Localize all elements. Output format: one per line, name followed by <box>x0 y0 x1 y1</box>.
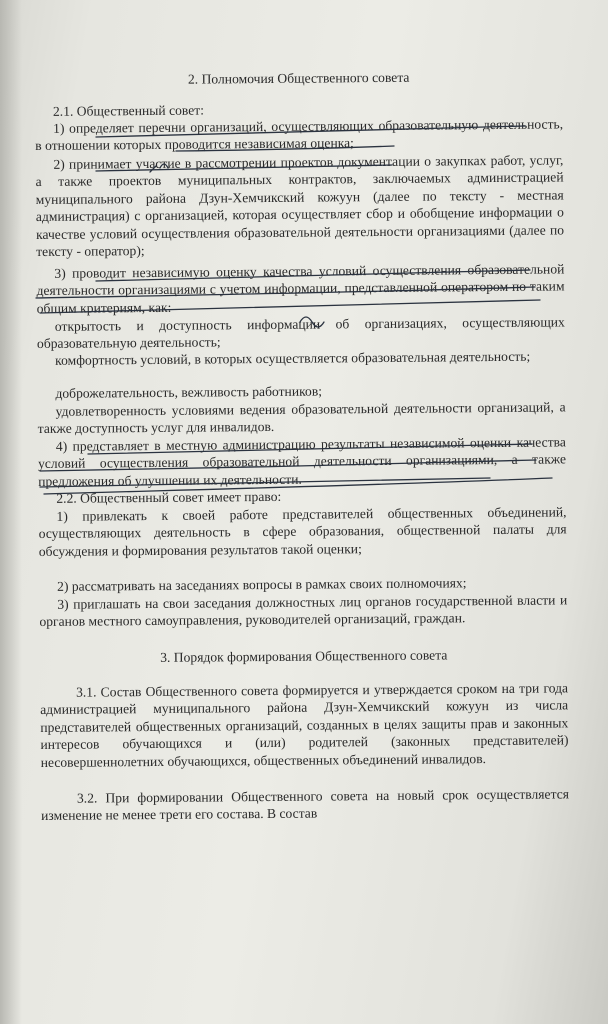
item-4: 4) представляет в местную администрацию результаты независимой оценки качества условий осуществления образовательной деятельности организациями, а также предложения об улучшении их деятельности. <box>37 434 567 489</box>
criterion-comfort: комфортность условий, в которых осуществляется образовательная деятельность; <box>55 348 531 368</box>
paragraph-3-2: 3.2. При формировании Общественного совета на новый срок осуществляется изменение не менее трети его состава. В состав <box>41 786 570 824</box>
item-3: 3) проводит независимую оценку качества условий осуществления образовательной деятельности организациями с учетом информации, представленной оператором по таким общим критериям, как: <box>36 261 565 316</box>
item-2: 2) принимает участие в рассмотрении проектов документации о закупках работ, услуг, а также проектов муниципальных контрактов, заключаемых администрацией муниципального района Дзун-Хемчикский кожуун (далее по тексту - местная администрация) с организацией, которая осуществляет сбор и обобщение информации о качестве условий осуществления образовательной деятельности организациями (далее по тексту - оператор); <box>35 152 565 260</box>
item-1: 1) определяет перечни организаций, осуществляющих образовательную деятельность, в отношении которых проводится независимая оценка; <box>35 116 564 154</box>
section-2-heading: 2. Полномочия Общественного совета <box>187 69 410 87</box>
right-3: 3) приглашать на свои заседания должностных лиц органов государственной власти и органов местного самоуправления, руководителей организаций, граждан. <box>39 592 568 630</box>
criterion-friendliness: доброжелательность, вежливость работников; <box>55 383 323 401</box>
paragraph-2-1: 2.1. Общественный совет: <box>52 102 205 119</box>
section-3-heading: 3. Порядок формирования Общественного совета <box>160 647 448 665</box>
right-1: 1) привлекать к своей работе представителей общественных объединений, осуществляющих деятельность в сфере образования, общественной палаты для обсуждения и формирования результатов такой оценки; <box>38 504 567 559</box>
right-2: 2) рассматривать на заседаниях вопросы в рамках своих полномочиях; <box>57 575 467 594</box>
criterion-satisfaction: удовлетворенность условиями ведения образовательной деятельности организаций, а также доступность услуг для инвалидов. <box>37 399 566 437</box>
criterion-openness: открытость и доступность информации об организациях, осуществляющих образовательную деятельность; <box>36 314 565 352</box>
paragraph-3-1: 3.1. Состав Общественного совета формируется и утверждается сроком на три года администрацией муниципального района Дзун-Хемчикский кожуун из числа представителей общественных организаций, созданных в целях защиты прав и законных интересов обучающихся и (или) родителей (законных представителей) несовершеннолетних обучающихся, общественных объединений инвалидов. <box>40 680 569 770</box>
paragraph-2-2: 2.2. Общественный совет имеет право: <box>56 488 282 506</box>
